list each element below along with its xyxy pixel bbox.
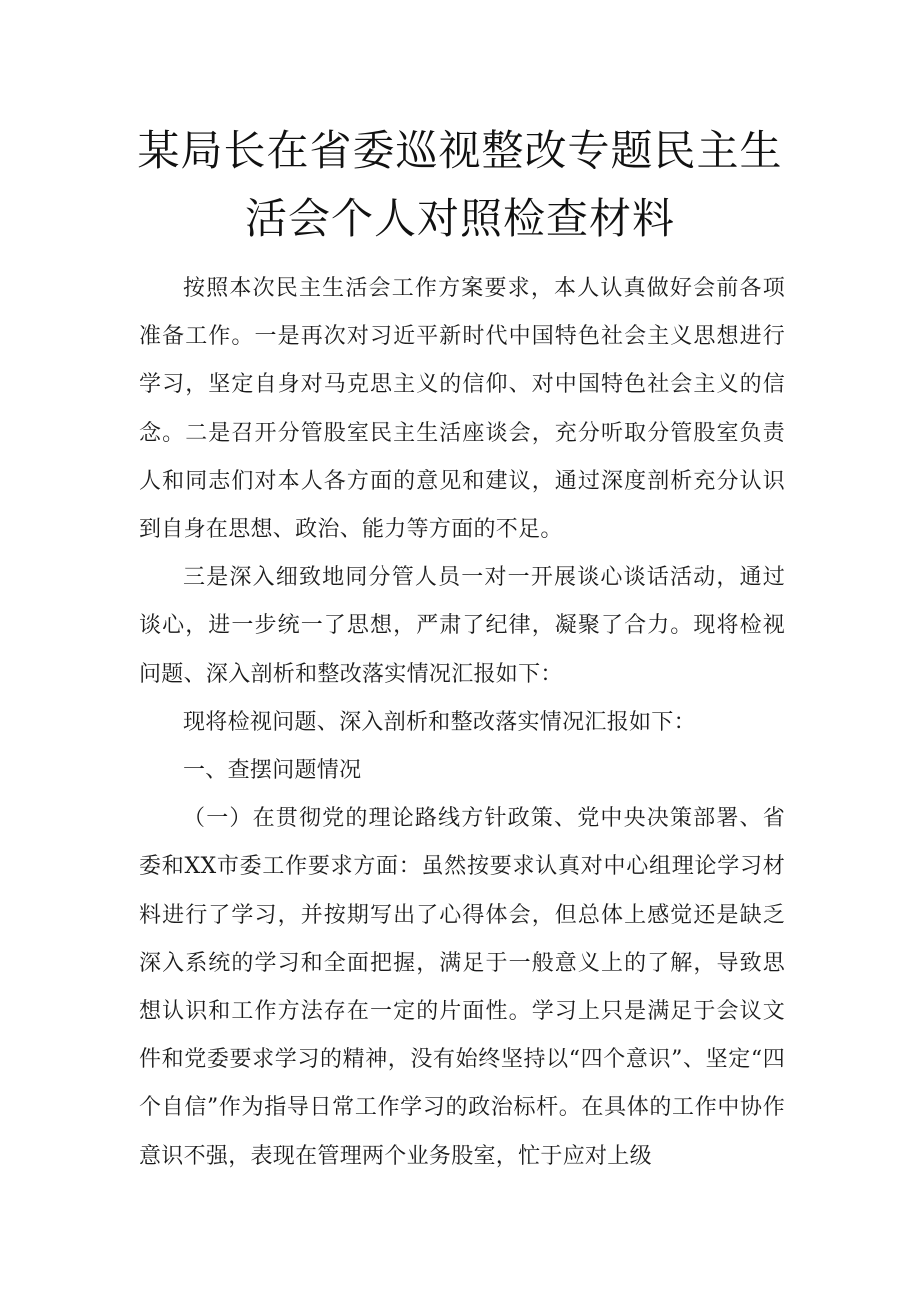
paragraph-heart-to-heart-talks: 三是深入细致地同分管人员一对一开展谈心谈话活动，通过谈心，进一步统一了思想，严肃了纪律，凝聚了合力。现将检视问题、深入剖析和整改落实情况汇报如下： [139,565,785,687]
paragraph-subsection-1: （一）在贯彻党的理论路线方针政策、党中央决策部署、省委和XX市委工作要求方面：虽然按要求认真对中心组理论学习材料进行了学习，并按期写出了心得体会，但总体上感觉还是缺乏深入系统的学习和全面把握，满足于一般意义上的了解，导致思想认识和工作方法存在一定的片面性。学习上只是满足于会议文件和党委要求学习的精神，没有始终坚持以“四个意识”、坚定“四个自信”作为指导日常工作学习的政治标杆。在具体的工作中协作意识不强，表现在管理两个业务股室，忙于应对上级 [139,806,785,1169]
document-title-line-1: 某局长在省委巡视整改专题民主生 [137,126,783,175]
document-body [139,265,785,1181]
section-heading-problems: 一、查摆问题情况 [183,758,362,784]
paragraph-report-intro: 现将检视问题、深入剖析和整改落实情况汇报如下： [183,709,696,735]
document-title-line-2: 活会个人对照检查材料 [244,194,675,243]
paragraph-preparation: 按照本次民主生活会工作方案要求，本人认真做好会前各项准备工作。一是再次对习近平新时代中国特色社会主义思想进行学习，坚定自身对马克思主义的信仰、对中国特色社会主义的信念。二是召开分管股室民主生活座谈会，充分听取分管股室负责人和同志们对本人各方面的意见和建议，通过深度剖析充分认识到自身在思想、政治、能力等方面的不足。 [139,276,785,543]
